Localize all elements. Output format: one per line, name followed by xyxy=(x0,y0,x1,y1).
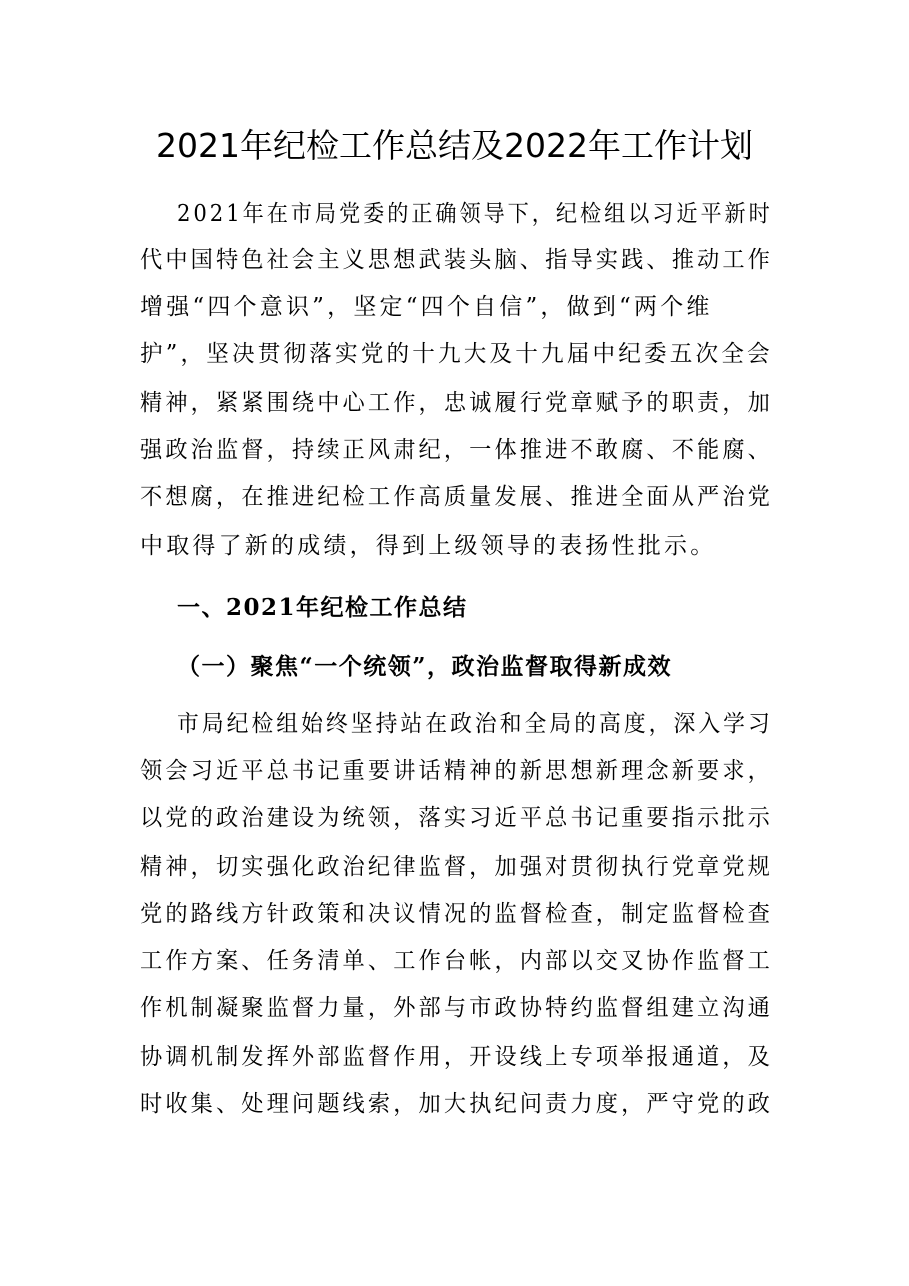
body-line-7: 作机制凝聚监督力量，外部与市政协特约监督组建立沟通 xyxy=(140,995,773,1021)
intro-line-7: 不想腐，在推进纪检工作高质量发展、推进全面从严治党 xyxy=(140,484,773,510)
intro-line-4: 护”，坚决贯彻落实党的十九大及十九届中纪委五次全会 xyxy=(140,341,773,367)
intro-line-3: 增强“四个意识”，坚定“四个自信”，做到“两个维 xyxy=(140,294,713,320)
body-line-9: 时收集、处理问题线索，加大执纪问责力度，严守党的政 xyxy=(140,1091,773,1117)
body-line-2: 领会习近平总书记重要讲话精神的新思想新理念新要求， xyxy=(140,758,773,784)
body-line-1: 市局纪检组始终坚持站在政治和全局的高度，深入学习 xyxy=(177,711,773,737)
intro-line-5: 精神，紧紧围绕中心工作，忠诚履行党章赋予的职责，加 xyxy=(140,390,773,416)
document-title: 2021年纪检工作总结及2022年工作计划 xyxy=(156,126,753,165)
intro-line-1: 2021年在市局党委的正确领导下，纪检组以习近平新时 xyxy=(177,201,773,227)
body-line-6: 工作方案、任务清单、工作台帐，内部以交叉协作监督工 xyxy=(140,948,773,974)
body-line-8: 协调机制发挥外部监督作用，开设线上专项举报通道，及 xyxy=(140,1044,773,1070)
body-line-4: 精神，切实强化政治纪律监督，加强对贯彻执行党章党规 xyxy=(140,854,773,880)
body-line-5: 党的路线方针政策和决议情况的监督检查，制定监督检查 xyxy=(140,901,773,927)
section-heading: 一、2021年纪检工作总结 xyxy=(177,594,468,621)
body-line-3: 以党的政治建设为统领，落实习近平总书记重要指示批示 xyxy=(140,805,773,831)
intro-line-8: 中取得了新的成绩，得到上级领导的表扬性批示。 xyxy=(140,533,717,559)
intro-line-2: 代中国特色社会主义思想武装头脑、指导实践、推动工作 xyxy=(140,247,773,273)
intro-line-6: 强政治监督，持续正风肃纪，一体推进不敢腐、不能腐、 xyxy=(140,437,773,463)
subsection-heading: （一）聚焦“一个统领”，政治监督取得新成效 xyxy=(177,653,672,680)
